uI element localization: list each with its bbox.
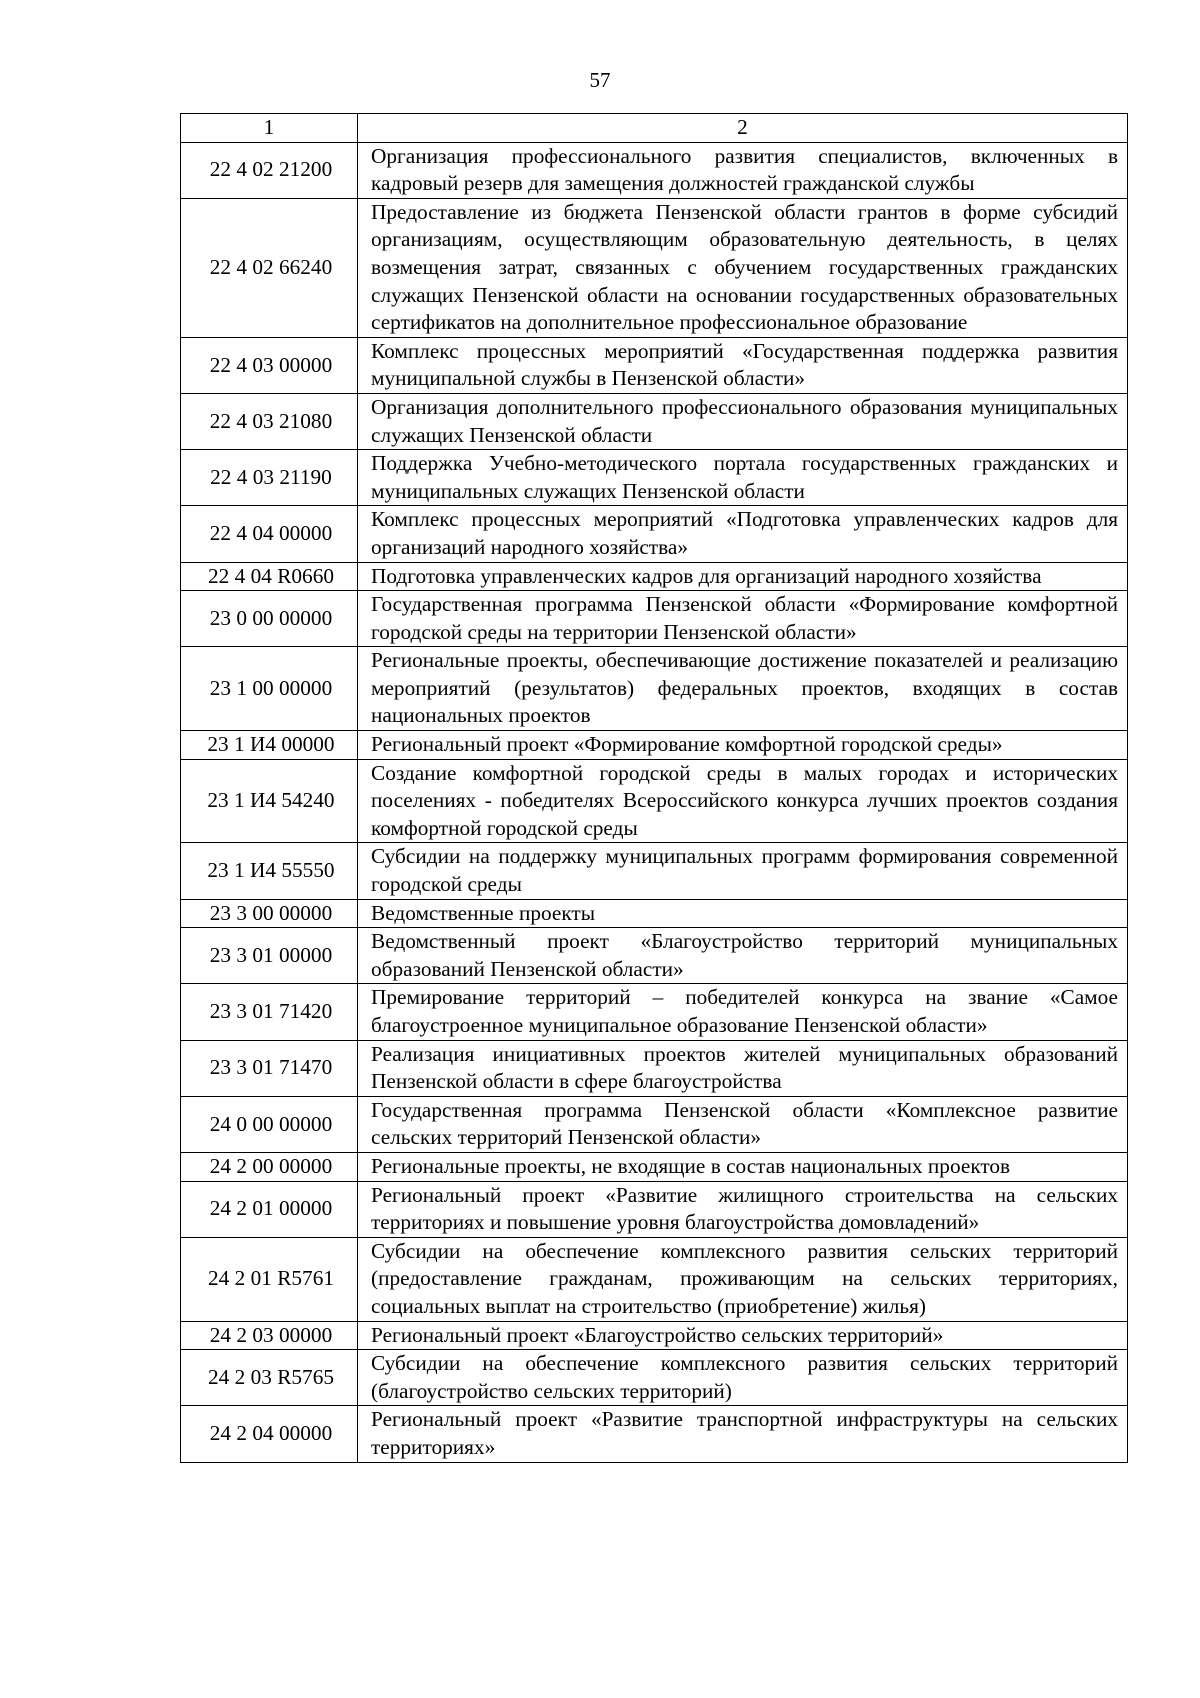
table-row bbox=[181, 506, 1128, 562]
table-row bbox=[181, 647, 1128, 731]
table-row bbox=[181, 984, 1128, 1040]
row-name: Региональные проекты, обеспечивающие достижение показателей и реализацию мероприятий (результатов) федеральных проектов, входящих в состав национальных проектов bbox=[358, 647, 1128, 731]
row-name: Региональный проект «Развитие транспортной инфраструктуры на сельских территориях» bbox=[358, 1406, 1128, 1462]
row-name: Реализация инициативных проектов жителей муниципальных образований Пензенской области в сфере благоустройства bbox=[358, 1040, 1128, 1096]
row-name: Государственная программа Пензенской области «Формирование комфортной городской среды на территории Пензенской области» bbox=[358, 591, 1128, 647]
row-code: 24 0 00 00000 bbox=[181, 1096, 358, 1152]
table-row bbox=[181, 1406, 1128, 1462]
table-row bbox=[181, 1321, 1128, 1350]
row-code: 23 1 И4 54240 bbox=[181, 759, 358, 843]
row-name: Региональный проект «Благоустройство сельских территорий» bbox=[358, 1321, 1128, 1350]
row-name: Субсидии на поддержку муниципальных программ формирования современной городской среды bbox=[358, 843, 1128, 899]
table-row bbox=[181, 1237, 1128, 1321]
table-row bbox=[181, 843, 1128, 899]
table-row bbox=[181, 450, 1128, 506]
row-name: Премирование территорий – победителей конкурса на звание «Самое благоустроенное муниципальное образование Пензенской области» bbox=[358, 984, 1128, 1040]
row-name: Субсидии на обеспечение комплексного развития сельских территорий (благоустройство сельских территорий) bbox=[358, 1350, 1128, 1406]
row-name: Подготовка управленческих кадров для организаций народного хозяйства bbox=[358, 562, 1128, 591]
table-row bbox=[181, 759, 1128, 843]
row-code: 23 3 01 71420 bbox=[181, 984, 358, 1040]
row-name: Поддержка Учебно-методического портала государственных гражданских и муниципальных служащих Пензенской области bbox=[358, 450, 1128, 506]
row-name: Организация профессионального развития специалистов, включенных в кадровый резерв для замещения должностей гражданской службы bbox=[358, 142, 1128, 198]
row-name: Организация дополнительного профессионального образования муниципальных служащих Пензенской области bbox=[358, 393, 1128, 449]
page-number: 57 bbox=[589, 68, 611, 92]
table-row bbox=[181, 899, 1128, 928]
row-name: Региональный проект «Развитие жилищного строительства на сельских территориях и повышение уровня благоустройства домовладений» bbox=[358, 1181, 1128, 1237]
budget-code-table bbox=[180, 113, 1128, 1463]
row-code: 24 2 03 00000 bbox=[181, 1321, 358, 1350]
row-code: 23 3 01 71470 bbox=[181, 1040, 358, 1096]
row-name: Комплекс процессных мероприятий «Подготовка управленческих кадров для организаций народного хозяйства» bbox=[358, 506, 1128, 562]
row-code: 22 4 03 21190 bbox=[181, 450, 358, 506]
table-row bbox=[181, 393, 1128, 449]
row-code: 22 4 02 66240 bbox=[181, 198, 358, 337]
table-row bbox=[181, 198, 1128, 337]
table-row bbox=[181, 928, 1128, 984]
row-code: 24 2 01 R5761 bbox=[181, 1237, 358, 1321]
table-row bbox=[181, 1096, 1128, 1152]
row-name: Региональный проект «Формирование комфортной городской среды» bbox=[358, 731, 1128, 760]
row-code: 23 3 01 00000 bbox=[181, 928, 358, 984]
row-code: 23 1 И4 55550 bbox=[181, 843, 358, 899]
row-name: Создание комфортной городской среды в малых городах и исторических поселениях - победителях Всероссийского конкурса лучших проектов создания комфортной городской среды bbox=[358, 759, 1128, 843]
row-name: Ведомственный проект «Благоустройство территорий муниципальных образований Пензенской области» bbox=[358, 928, 1128, 984]
row-code: 23 1 00 00000 bbox=[181, 647, 358, 731]
table-header-row bbox=[181, 114, 1128, 143]
row-code: 24 2 03 R5765 bbox=[181, 1350, 358, 1406]
row-name: Субсидии на обеспечение комплексного развития сельских территорий (предоставление гражданам, проживающим на сельских территориях, социальных выплат на строительство (приобретение) жилья) bbox=[358, 1237, 1128, 1321]
row-code: 23 0 00 00000 bbox=[181, 591, 358, 647]
row-code: 22 4 04 R0660 bbox=[181, 562, 358, 591]
row-name: Комплекс процессных мероприятий «Государственная поддержка развития муниципальной службы в Пензенской области» bbox=[358, 337, 1128, 393]
row-code: 22 4 02 21200 bbox=[181, 142, 358, 198]
table-row bbox=[181, 1181, 1128, 1237]
row-code: 23 3 00 00000 bbox=[181, 899, 358, 928]
row-code: 22 4 04 00000 bbox=[181, 506, 358, 562]
row-code: 23 1 И4 00000 bbox=[181, 731, 358, 760]
row-name: Государственная программа Пензенской области «Комплексное развитие сельских территорий Пензенской области» bbox=[358, 1096, 1128, 1152]
table-row bbox=[181, 142, 1128, 198]
table-row bbox=[181, 1152, 1128, 1181]
row-name: Предоставление из бюджета Пензенской области грантов в форме субсидий организациям, осуществляющим образовательную деятельность, в целях возмещения затрат, связанных с обучением государственных гражданских служащих Пензенской области на основании государственных образовательных сертификатов на дополнительное профессиональное образование bbox=[358, 198, 1128, 337]
row-code: 24 2 00 00000 bbox=[181, 1152, 358, 1181]
table-row bbox=[181, 1350, 1128, 1406]
table-row bbox=[181, 731, 1128, 760]
column-header-2: 2 bbox=[358, 114, 1128, 143]
row-name: Региональные проекты, не входящие в состав национальных проектов bbox=[358, 1152, 1128, 1181]
row-code: 22 4 03 21080 bbox=[181, 393, 358, 449]
row-code: 24 2 04 00000 bbox=[181, 1406, 358, 1462]
row-code: 24 2 01 00000 bbox=[181, 1181, 358, 1237]
table-row bbox=[181, 591, 1128, 647]
row-name: Ведомственные проекты bbox=[358, 899, 1128, 928]
column-header-1: 1 bbox=[181, 114, 358, 143]
table-row bbox=[181, 1040, 1128, 1096]
row-code: 22 4 03 00000 bbox=[181, 337, 358, 393]
table-row bbox=[181, 337, 1128, 393]
table-row bbox=[181, 562, 1128, 591]
